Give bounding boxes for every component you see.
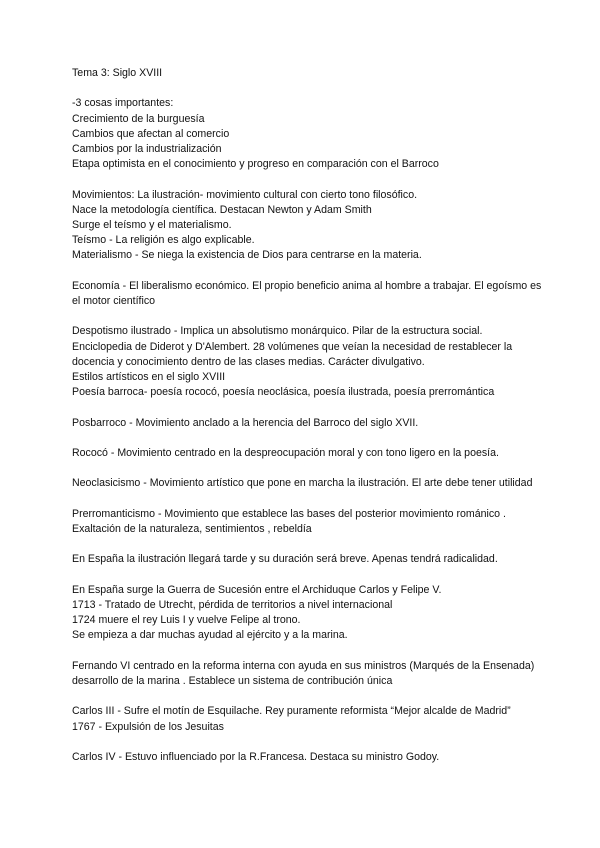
carlos-iv-paragraph [72,750,542,765]
text-line: Materialismo - Se niega la existencia de Dios para centrarse en la materia. [72,249,422,262]
text-line: Despotismo ilustrado - Implica un absolutismo monárquico. Pilar de la estructura social. [72,325,483,338]
text-line: Surge el teísmo y el materialismo. [72,219,232,231]
doc-title: Tema 3: Siglo XVIII [72,67,163,79]
text-line: Carlos IV - Estuvo influenciado por la R.Francesa. Destaca su ministro Godoy. [72,750,440,763]
text-line: 1767 - Expulsión de los Jesuitas [72,720,224,733]
spain-enlightenment-paragraph [72,552,542,567]
succession-war-paragraph [72,583,542,644]
text-line: Nace la metodología científica. Destacan Newton y Adam Smith [72,203,372,216]
text-line: Estilos artísticos en el siglo XVIII [72,371,226,383]
document-page [72,66,542,780]
text-line: 1724 muere el rey Luis I y vuelve Felipe al trono. [72,614,301,627]
text-line: Exaltación de la naturaleza, sentimientos , rebeldía [72,522,312,535]
text-line: Prerromanticismo - Movimiento que establece las bases del posterior movimiento románico . [72,507,506,520]
fernando-vi-paragraph [72,659,542,689]
prerromanticismo-paragraph [72,507,542,537]
text-line: Crecimiento de la burguesía [72,112,205,125]
text-line: Rococó - Movimiento centrado en la despreocupación moral y con tono ligero en la poesía. [72,446,499,459]
text-line: En España surge la Guerra de Sucesión entre el Archiduque Carlos y Felipe V. [72,583,442,596]
text-line: Poesía barroca- poesía rococó, poesía neoclásica, poesía ilustrada, poesía prerromántica [72,386,495,399]
text-line: En España la ilustración llegará tarde y su duración será breve. Apenas tendrá radicalidad. [72,553,498,566]
text-line: Fernando VI centrado en la reforma interna con ayuda en sus ministros (Marqués de la Ensenada) desarrollo de la marina . Establece un sistema de contribución única [72,659,535,687]
carlos-iii-paragraph [72,704,542,734]
text-line: Movimientos: La ilustración- movimiento cultural con cierto tono filosófico. [72,188,418,201]
text-line: Enciclopedia de Diderot y D'Alembert. 28 volúmenes que veían la necesidad de restablecer la docencia y conocimiento dentro de las clases medias. Carácter divulgativo. [72,340,513,368]
posbarroco-paragraph [72,416,542,431]
text-line: 1713 - Tratado de Utrecht, pérdida de territorios a nivel internacional [72,598,393,611]
text-line: Posbarroco - Movimiento anclado a la herencia del Barroco del siglo XVII. [72,416,419,429]
text-line: Economía - El liberalismo económico. El propio beneficio anima al hombre a trabajar. El egoísmo es el motor científico [72,279,542,307]
text-line: Carlos III - Sufre el motín de Esquilache. Rey puramente reformista “Mejor alcalde de Madrid” [72,705,511,718]
text-line: -3 cosas importantes: [72,97,174,110]
doc-title-paragraph [72,66,542,81]
text-line: Cambios por la industrialización [72,143,222,155]
movements-paragraph [72,188,542,264]
neoclasicismo-paragraph [72,476,542,491]
rococo-paragraph [72,446,542,461]
text-line: Neoclasicismo - Movimiento artístico que pone en marcha la ilustración. El arte debe tener utilidad [72,477,533,490]
text-line: Teísmo - La religión es algo explicable. [72,234,255,247]
text-line: Etapa optimista en el conocimiento y progreso en comparación con el Barroco [72,158,439,171]
text-line: Se empieza a dar muchas ayudad al ejército y a la marina. [72,629,348,642]
important-points-paragraph [72,96,542,172]
despotism-paragraph [72,324,542,400]
economy-paragraph [72,279,542,309]
text-line: Cambios que afectan al comercio [72,127,230,140]
